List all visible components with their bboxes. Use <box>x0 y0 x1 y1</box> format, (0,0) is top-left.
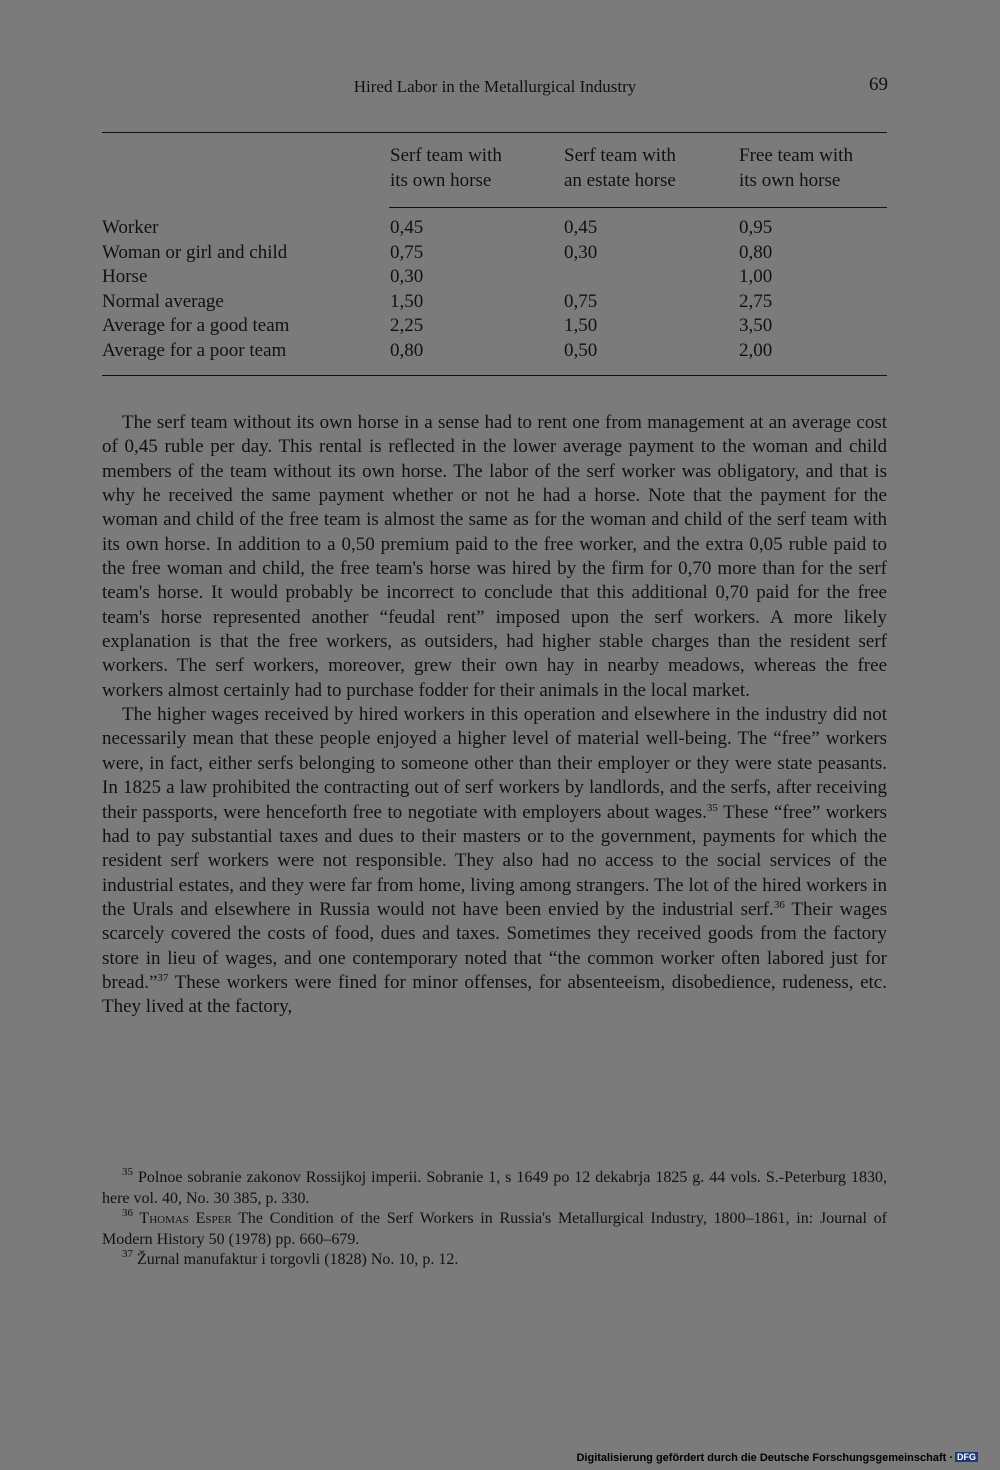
footnote-ref[interactable]: 35 <box>706 801 718 814</box>
footnote-mark: 35 <box>122 1166 133 1178</box>
cell-value: 1,50 <box>390 290 424 312</box>
footnote-ref[interactable]: 37 <box>157 971 169 984</box>
table-row <box>102 265 887 290</box>
cell-value: 1,00 <box>739 266 773 287</box>
cell-value: 0,80 <box>739 241 773 263</box>
paragraph: The higher wages received by hired workers in this operation and elsewhere in the industry did not necessarily mean that these people enjoyed a higher level of material well-being. The “free” workers were, in fact, either serfs belonging to someone other than their employer or they were state peasants. In 1825 a law prohibited the contracting out of serf workers by landlords, and the serfs, after receiving their passports, were henceforth free to negotiate with employers about wages.$^{35}$ These “free” workers had to pay substantial taxes and dues to their masters or to the government, payments for which the resident serf workers were not responsible. They also had no access to the social services of the industrial estates, and they were far from home, living among strangers. The lot of the hired workers in the Urals and elsewhere in Russia would not have been envied by the industrial serf.$^{36}$ Their wages scarcely covered the costs of food, dues and taxes. Sometimes they received goods from the factory store in lieu of wages, and one contemporary noted that “the common worker often labored just for bread.”$^{37}$ These workers were fined for minor offenses, for absenteeism, disobedience, rudeness, etc. They lived at the factory, <box>102 704 887 1018</box>
page-number: 69 <box>869 74 888 95</box>
cell-value: 2,00 <box>739 339 773 361</box>
table-top-rule <box>102 132 887 133</box>
cell-value: 0,50 <box>564 339 598 361</box>
dfg-logo-icon: DFG <box>957 1452 976 1462</box>
cell-value: 3,50 <box>739 315 773 336</box>
cell-value: 0,30 <box>390 266 424 287</box>
footnote-author: Thomas Esper <box>133 1210 232 1227</box>
footnote-36: $^{36}$ Thomas Esper The Condition of the Serf Workers in Russia's Metallurgical Industry, 1800–1861, in: Journal of Modern History 50 (1978) pp. 660–679. <box>102 1207 888 1248</box>
table-row <box>102 314 887 339</box>
row-label: Horse <box>102 266 148 287</box>
body-text <box>102 411 887 1020</box>
cell-value: 2,75 <box>739 290 773 312</box>
column-header-serf-estate-horse: Serf team with an estate horse <box>564 145 676 191</box>
cell-value: 0,30 <box>564 241 598 263</box>
row-label: Average for a poor team <box>102 339 287 361</box>
paragraph: The serf team without its own horse in a sense had to rent one from management at an average cost of 0,45 ruble per day. This rental is reflected in the lower average payment to the woman and child members of the team without its own horse. The labor of the serf worker was obligatory, and that is why he received the same payment whether or not he had a horse. Note that the payment for the woman and child of the free team is almost the same as for the woman and child of the serf team with its own horse. In addition to a 0,50 premium paid to the free worker, and the extra 0,05 ruble paid to the free woman and child, the free team's horse was hired by the firm for 0,70 more than for the serf team's horse. It would probably be incorrect to conclude that this additional 0,70 paid for the free team's horse represented another “feudal rent” imposed upon the serf workers. A more likely explanation is that the free workers, as outsiders, had higher stable charges than the resident serf workers. The serf workers, moreover, grew their own hay in nearby meadows, whereas the free workers almost certainly had to purchase fodder for their animals in the local market. <box>102 412 887 701</box>
row-label: Normal average <box>102 290 224 312</box>
table-row <box>102 290 887 315</box>
footnote-35: $^{35}$ Polnoe sobranie zakonov Rossijkoj imperii. Sobranie 1, s 1649 po 12 dekabrja 1825 g. 44 vols. S.-Peterburg 1830, here vol. 40, No. 30 385, p. 330. <box>102 1166 887 1207</box>
cell-value: 0,95 <box>739 217 773 238</box>
footnote-mark: 37 <box>122 1248 133 1260</box>
cell-value: 0,75 <box>390 241 424 263</box>
row-label: Average for a good team <box>102 315 290 336</box>
running-title: Hired Labor in the Metallurgical Industry <box>353 77 637 96</box>
cell-value: 0,45 <box>564 217 598 238</box>
digitization-banner <box>576 1452 978 1464</box>
footnote-ref[interactable]: 36 <box>773 898 785 911</box>
cell-value: 1,50 <box>564 315 598 336</box>
running-head <box>102 74 888 102</box>
row-label: Woman or girl and child <box>102 241 288 263</box>
cell-value: 2,25 <box>390 315 424 336</box>
table-row <box>102 216 887 241</box>
column-header-serf-own-horse: Serf team with its own horse <box>390 145 502 191</box>
cell-value: 0,75 <box>564 290 598 312</box>
table-bottom-rule <box>102 375 887 376</box>
table-header-rule <box>389 207 887 208</box>
table-row <box>102 241 887 266</box>
cell-value: 0,80 <box>390 339 424 361</box>
banner-text: Digitalisierung gefördert durch die Deutsche Forschungsgemeinschaft · <box>576 1452 953 1464</box>
table-row <box>102 339 887 364</box>
footnote-mark: 36 <box>122 1207 133 1219</box>
row-label: Worker <box>102 217 159 238</box>
footnote-37: $^{37}$ Žurnal manufaktur i torgovli (1828) No. 10, p. 12. <box>122 1248 459 1268</box>
cell-value: 0,45 <box>390 217 424 238</box>
footnotes <box>102 1168 887 1271</box>
column-header-free-own-horse: Free team with its own horse <box>739 145 853 191</box>
